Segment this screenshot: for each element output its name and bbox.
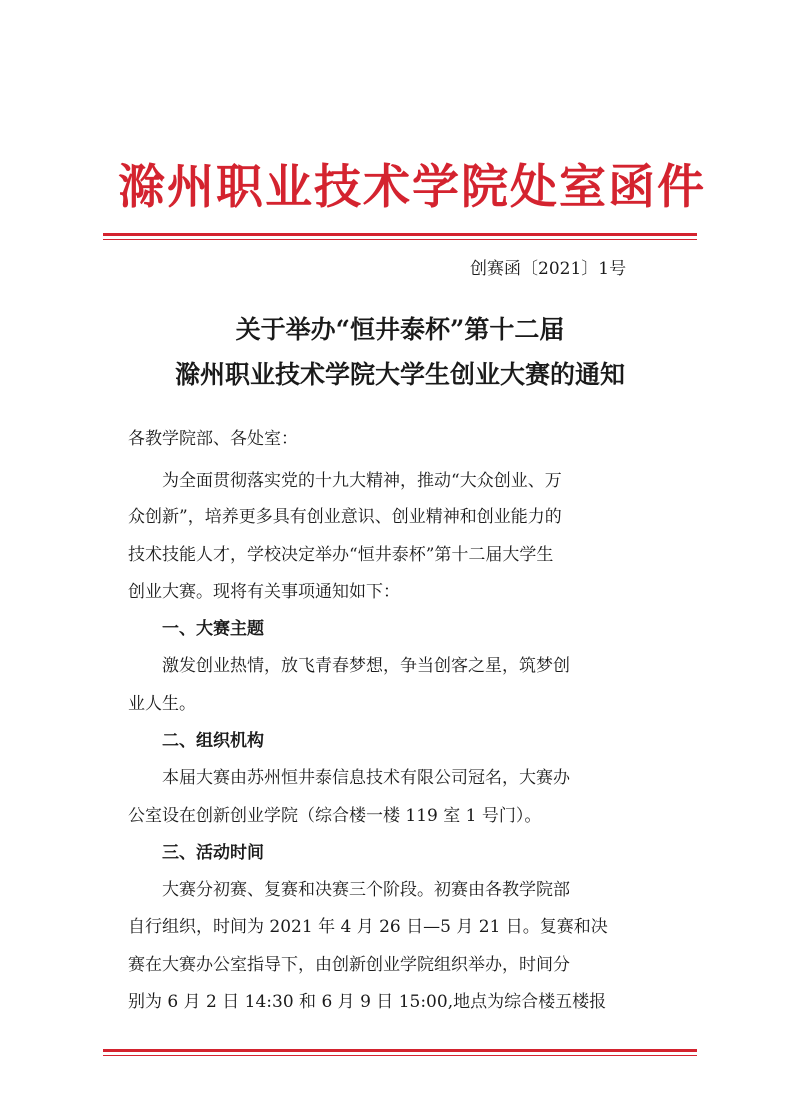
letterhead-title: 滁州职业技术学院处室函件 <box>118 160 706 215</box>
section-3-line-1: 大赛分初赛、复赛和决赛三个阶段。初赛由各教学院部 <box>162 880 570 900</box>
section-3-heading: 三、活动时间 <box>162 843 264 863</box>
footer-rule-thick <box>103 1049 697 1052</box>
section-1-heading: 一、大赛主题 <box>162 619 264 639</box>
letterhead-rule-thin <box>103 239 697 240</box>
intro-line-1: 为全面贯彻落实党的十九大精神，推动“大众创业、万 <box>162 471 562 491</box>
letterhead-rule-thick <box>103 233 697 236</box>
intro-line-2: 众创新”，培养更多具有创业意识、创业精神和创业能力的 <box>128 507 562 527</box>
intro-line-4: 创业大赛。现将有关事项通知如下： <box>128 582 400 602</box>
section-2-heading: 二、组织机构 <box>162 731 264 751</box>
footer-rule-thin <box>103 1055 697 1056</box>
notice-title-line-2: 滁州职业技术学院大学生创业大赛的通知 <box>174 360 625 389</box>
notice-title-line-1: 关于举办“恒井泰杯”第十二届 <box>235 315 565 344</box>
section-3-line-3: 赛在大赛办公室指导下，由创新创业学院组织举办，时间分 <box>128 955 570 975</box>
section-3-line-4: 别为 6 月 2 日 14:30 和 6 月 9 日 15:00,地点为综合楼五楼报 <box>128 992 607 1012</box>
addressee: 各教学院部、各处室： <box>128 429 298 449</box>
section-2-line-2: 公室设在创新创业学院（综合楼一楼 119 室 1 号门）。 <box>128 806 542 826</box>
intro-line-3: 技术技能人才，学校决定举办“恒井泰杯”第十二届大学生 <box>128 545 554 565</box>
section-3-line-2: 自行组织，时间为 2021 年 4 月 26 日—5 月 21 日。复赛和决 <box>128 917 608 937</box>
section-1-line-1: 激发创业热情，放飞青春梦想，争当创客之星，筑梦创 <box>162 656 570 676</box>
document-number: 创赛函〔2021〕1号 <box>470 259 627 279</box>
section-1-line-2: 业人生。 <box>128 694 196 714</box>
section-2-line-1: 本届大赛由苏州恒井泰信息技术有限公司冠名，大赛办 <box>162 768 570 788</box>
